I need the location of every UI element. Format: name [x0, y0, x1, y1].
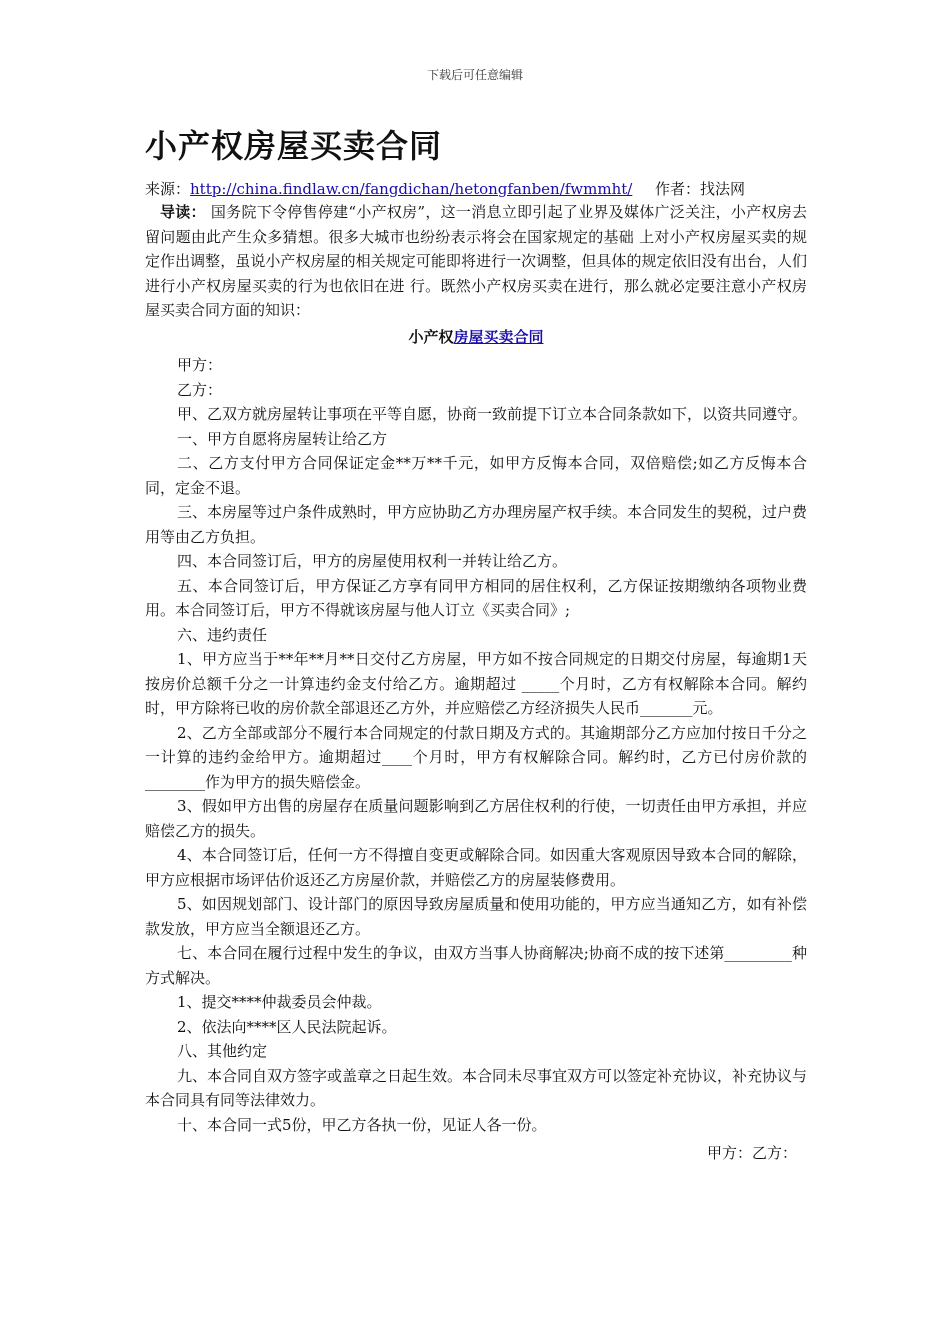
- contract-title: [145, 325, 807, 350]
- clause-4: 四、本合同签订后，甲方的房屋使用权利一并转让给乙方。: [177, 552, 568, 570]
- preamble: 甲、乙双方就房屋转让事项在平等自愿，协商一致前提下订立本合同条款如下，以资共同遵守。: [177, 405, 808, 423]
- clause-6-item-1: 1、甲方应当于**年**月**日交付乙方房屋，甲方如不按合同规定的日期交付房屋，每逾期1天按房价总额千分之一计算违约金支付给乙方。逾期超过 _____个月时，乙方有权解除本合同。解约时，甲方除将已收的房价款全部退还乙方外，并应赔偿乙方经济损失人民币_______元。: [145, 650, 807, 717]
- clause-6-item-2: 2、乙方全部或部分不履行本合同规定的付款日期及方式的。其逾期部分乙方应加付按日千分之一计算的违约金给甲方。逾期超过____个月时，甲方有权解除合同。解约时，乙方已付房价款的________作为甲方的损失赔偿金。: [145, 723, 807, 791]
- clause-2: 二、乙方支付甲方合同保证定金**万**千元，如甲方反悔本合同，双倍赔偿;如乙方反悔本合同，定金不退。: [145, 454, 807, 497]
- source-line: [145, 178, 807, 200]
- source-link[interactable]: http://china.findlaw.cn/fangdichan/hetongfanben/fwmmht/: [190, 180, 633, 198]
- source-info: [145, 178, 632, 200]
- clause-6-heading: 六、违约责任: [177, 625, 268, 644]
- clause-9: 九、本合同自双方签字或盖章之日起生效。本合同未尽事宜双方可以签定补充协议，补充协议与本合同具有同等法律效力。: [145, 1066, 808, 1109]
- clause-7-option-1: 1、提交****仲裁委员会仲裁。: [177, 993, 382, 1011]
- party-a: 甲方：: [177, 356, 223, 374]
- lead-text: 国务院下令停售停建“小产权房”，这一消息立即引起了业界及媒体广泛关注，小产权房去留问题由此产生众多猜想。很多大城市也纷纷表示将会在国家规定的基础 上对小产权房屋买卖的规定作出调整，虽说小产权房屋的相关规定可能即将进行一次调整，但具体的规定依旧没有出台，人们进行小产权房屋买卖的行为也依旧在进 行。既然小产权房买卖在进行，那么就必定要注意小产权房屋买卖合同方面的知识：: [145, 203, 807, 319]
- contract-title-prefix: 小产权: [408, 327, 454, 346]
- clause-6-item-5: 5、如因规划部门、设计部门的原因导致房屋质量和使用功能的，甲方应当通知乙方，如有补偿款发放，甲方应当全额退还乙方。: [145, 895, 807, 938]
- clause-6-item-3: 3、假如甲方出售的房屋存在质量问题影响到乙方居住权利的行使，一切责任由甲方承担，并应赔偿乙方的损失。: [145, 797, 807, 840]
- source-label: 来源：: [145, 180, 191, 198]
- clause-5: 五、本合同签订后，甲方保证乙方享有同甲方相同的居住权利，乙方保证按期缴纳各项物业费用。本合同签订后，甲方不得就该房屋与他人订立《买卖合同》;: [145, 576, 807, 619]
- clause-7: 七、本合同在履行过程中发生的争议，由双方当事人协商解决;协商不成的按下述第_________种方式解决。: [145, 944, 807, 987]
- party-b: 乙方：: [177, 380, 223, 399]
- clause-8: 八、其他约定: [177, 1042, 268, 1060]
- author-label: 作者：找法网: [654, 180, 745, 198]
- contract-title-link[interactable]: 房屋买卖合同: [453, 327, 544, 346]
- document-body: [145, 120, 807, 1166]
- clause-6-item-4: 4、本合同签订后，任何一方不得擅自变更或解除合同。如因重大客观原因导致本合同的解除，甲方应根据市场评估价返还乙方房屋价款，并赔偿乙方的房屋装修费用。: [145, 846, 807, 889]
- clause-1: 一、甲方自愿将房屋转让给乙方: [177, 429, 388, 448]
- clause-7-option-2: 2、依法向****区人民法院起诉。: [177, 1017, 397, 1036]
- lead-paragraph: [145, 200, 807, 323]
- page-title: 小产权房屋买卖合同: [145, 127, 443, 165]
- signature-line: 甲方：乙方：: [706, 1144, 797, 1162]
- lead-label: 导读：: [160, 203, 206, 221]
- clause-10: 十、本合同一式5份，甲乙方各执一份，见证人各一份。: [177, 1115, 547, 1134]
- header-note: 下载后可任意编辑: [426, 68, 523, 82]
- clause-3: 三、本房屋等过户条件成熟时，甲方应协助乙方办理房屋产权手续。本合同发生的契税，过户费用等由乙方负担。: [145, 503, 808, 546]
